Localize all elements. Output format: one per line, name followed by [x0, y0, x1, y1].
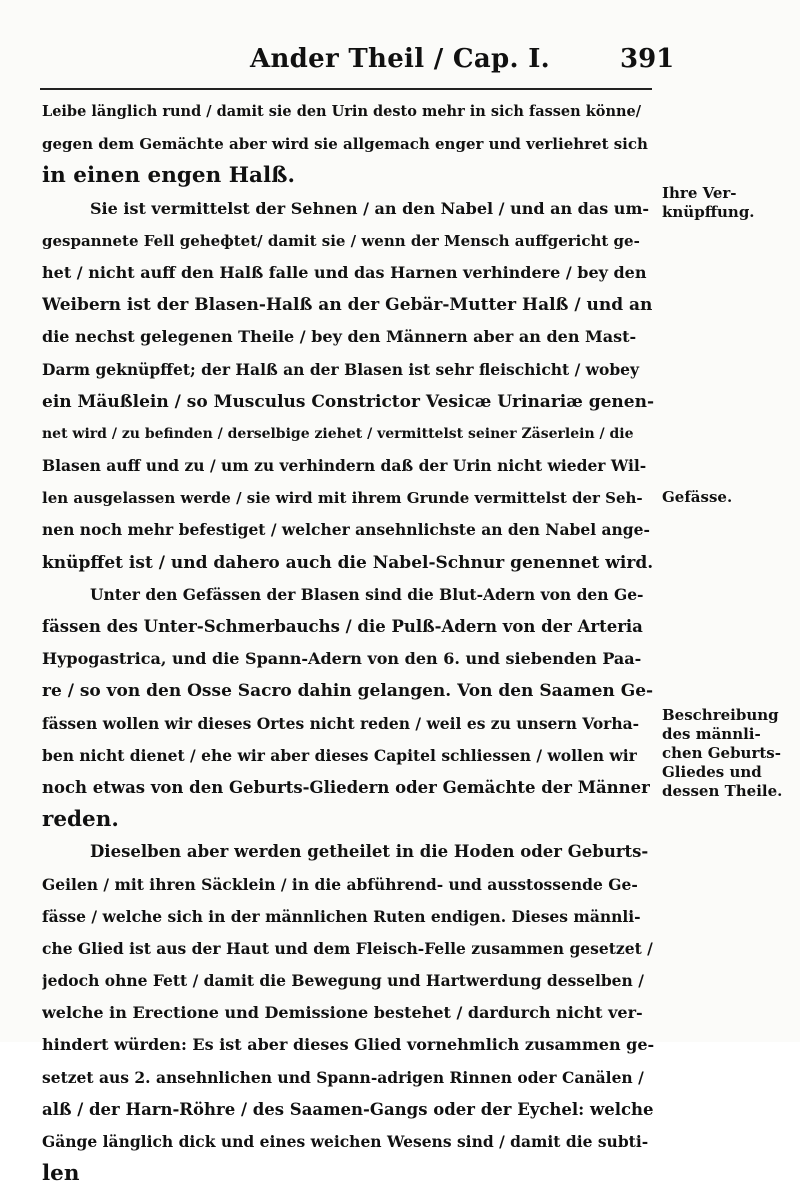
text-line: len ausgelassen werde / sie wird mit ihrem Grunde vermittelst der Seh-: [42, 489, 643, 508]
text-line: ben nicht dienet / ehe wir aber dieses Capitel schliessen / wollen wir: [42, 745, 637, 765]
text-line: Weibern ist der Blasen-Halß an der Gebär-Mutter Halß / und an: [42, 295, 653, 316]
text-line: jedoch ohne Fett / damit die Bewegung und Hartwerdung desselben /: [42, 971, 644, 991]
text-line: Blasen auff und zu / um zu verhindern daß der Urin nicht wieder Wil-: [42, 456, 647, 476]
margin-note: [662, 184, 796, 222]
text-line: Unter den Gefässen der Blasen sind die Blut-Adern von den Ge-: [90, 584, 644, 604]
text-line: len: [42, 1161, 80, 1187]
text-line: ein Mäußlein / so Musculus Constrictor Vesicæ Urinariæ genen-: [42, 391, 654, 412]
text-line: setzet aus 2. ansehnlichen und Spann-adrigen Rinnen oder Canälen /: [42, 1067, 644, 1087]
text-line: knüpffet ist / und dahero auch die Nabel-Schnur genennet wird.: [42, 552, 654, 573]
text-line: fässen wollen wir dieses Ortes nicht reden / weil es zu unsern Vorha-: [42, 713, 640, 733]
text-line: Darm geknüpffet; der Halß an der Blasen ist sehr fleischicht / wobey: [42, 359, 640, 379]
text-line: nen noch mehr befestiget / welcher ansehnlichste an den Nabel ange-: [42, 520, 650, 540]
text-line: fässe / welche sich in der männlichen Ruten endigen. Dieses männli-: [42, 906, 641, 926]
margin-note-line: Gliedes und: [662, 763, 762, 781]
margin-note-line: Gefässe.: [662, 488, 733, 506]
text-line: Dieselben aber werden getheilet in die Hoden oder Geburts-: [90, 842, 649, 862]
body-text: [42, 96, 654, 1190]
text-line: hindert würden: Es ist aber dieses Glied vornehmlich zusammen ge-: [42, 1035, 654, 1055]
margin-note-line: dessen Theile.: [662, 782, 783, 800]
text-line: die nechst gelegenen Theile / bey den Männern aber an den Mast-: [42, 327, 637, 347]
text-line: Gänge länglich dick und eines weichen Wesens sind / damit die subti-: [42, 1132, 649, 1151]
margin-note-line: knüpffung.: [662, 203, 755, 221]
header-rule: [40, 88, 652, 90]
text-line: Hypogastrica, und die Spann-Adern von den 6. und siebenden Paa-: [42, 649, 642, 669]
text-line: Leibe länglich rund / damit sie den Urin desto mehr in sich fassen könne/: [42, 103, 642, 120]
text-line: alß / der Harn-Röhre / des Saamen-Gangs oder der Eychel: welche: [42, 1099, 654, 1119]
text-line: noch etwas von den Geburts-Gliedern oder Gemächte der Männer: [42, 777, 650, 797]
text-line: gegen dem Gemächte aber wird sie allgemach enger und verliehret sich: [42, 135, 648, 154]
running-header: [60, 42, 675, 86]
margin-note-line: Beschreibung: [662, 706, 779, 724]
text-line: Sie ist vermittelst der Sehnen / an den Nabel / und an das um-: [90, 198, 650, 218]
margin-note-line: Ihre Ver-: [662, 184, 737, 202]
margin-note-line: des männli-: [662, 725, 761, 743]
text-line: che Glied ist aus der Haut und dem Fleisch-Felle zusammen gesetzet /: [42, 938, 653, 958]
margin-note-line: chen Geburts-: [662, 744, 781, 762]
margin-note: [662, 706, 796, 801]
running-title: Ander Theil / Cap. I.: [250, 44, 551, 74]
page-number: 391: [620, 44, 675, 74]
text-line: Geilen / mit ihren Säcklein / in die abführend- und ausstossende Ge-: [42, 874, 638, 894]
text-line: re / so von den Osse Sacro dahin gelangen. Von den Saamen Ge-: [42, 681, 654, 702]
text-line: reden.: [42, 807, 119, 833]
text-line: fässen des Unter-Schmerbauchs / die Pulß-Adern von der Arteria: [42, 617, 643, 636]
text-line: het / nicht auff den Halß falle und das Harnen verhindere / bey den: [42, 262, 647, 282]
margin-note: [662, 488, 796, 507]
text-line: gespannete Fell geheфtet/ damit sie / wenn der Mensch auffgericht ge-: [42, 231, 640, 250]
text-line: in einen engen Halß.: [42, 163, 295, 189]
text-line: welche in Erectione und Demissione bestehet / dardurch nicht ver-: [42, 1003, 643, 1023]
text-line: net wird / zu befinden / derselbige ziehet / vermittelst seiner Zäserlein / die: [42, 425, 634, 442]
